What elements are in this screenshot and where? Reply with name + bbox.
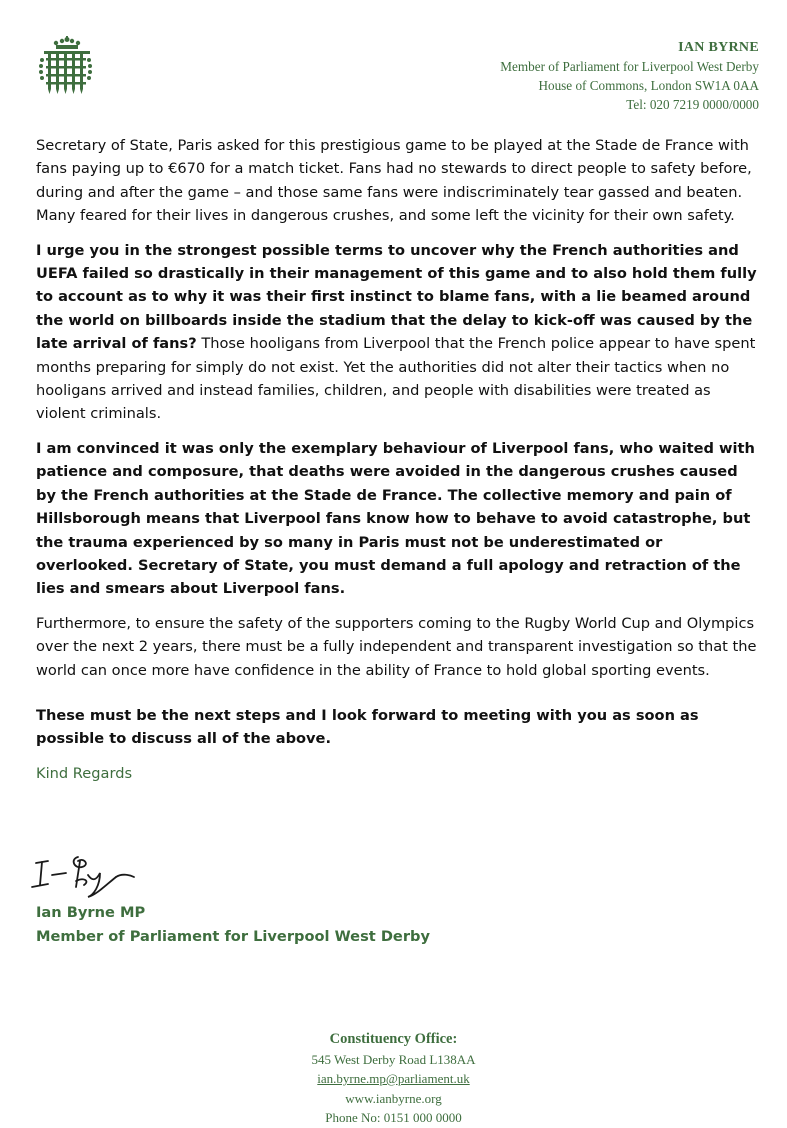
signoff-name: Ian Byrne MP: [36, 904, 146, 921]
letterhead: [500, 38, 759, 114]
paragraph-2: [36, 239, 760, 426]
paragraph-4: Furthermore, to ensure the safety of the supporters coming to the Rugby World Cup and Olympics over the next 2 years, there must be a fully independent and transparent investigation so that the world can once more have confidence in the ability of France to hold global sporting events.: [36, 614, 757, 679]
portcullis-icon: [36, 36, 98, 98]
telephone: Tel: 020 7219 0000/0000: [626, 97, 759, 112]
mp-name: IAN BYRNE: [678, 40, 759, 55]
signature-icon: [30, 851, 142, 899]
footer-website-link[interactable]: www.ianbyrne.org: [345, 1090, 442, 1106]
footer-email-link[interactable]: ian.byrne.mp@parliament.uk: [317, 1071, 470, 1086]
paragraph-5-bold: These must be the next steps and I look forward to meeting with you as soon as possible to discuss all of the above.: [36, 706, 699, 748]
footer: [0, 1030, 787, 1128]
paragraph-2-bold: I urge you in the strongest possible terms to uncover why the French authorities and UEFA failed so drastically in their management of this game and to also hold them fully to account as to why it was their first instinct to blame fans, with a lie beamed around the world on billboards inside the stadium that the delay to kick-off was caused by the late arrival of fans?: [36, 241, 757, 353]
paragraph-3: [36, 437, 760, 601]
paragraph-2-text: Those hooligans from Liverpool that the French police appear to have spent months preparing for simply do not exist. Yet the authorities did not alter their tactics when no hooligans arrived and instead families, children, and people with disabilities were treated as violent criminals.: [36, 335, 756, 423]
paragraph-3-bold: I am convinced it was only the exemplary behaviour of Liverpool fans, who waited with patience and composure, that deaths were avoided in the dangerous crushes caused by the French authorities at the Stade de France. The collective memory and pain of Hillsborough means that Liverpool fans know how to behave to avoid catastrophe, but the trauma experienced by so many in Paris must not be underestimated or overlooked. Secretary of State, you must demand a full apology and retraction of the lies and smears about Liverpool fans.: [36, 439, 755, 598]
signoff-title: Member of Parliament for Liverpool West Derby: [36, 928, 430, 945]
letter-body: [36, 134, 760, 796]
signoff: [36, 901, 430, 949]
footer-phone: Phone No: 0151 000 0000: [325, 1110, 462, 1125]
parliament-address: House of Commons, London SW1A 0AA: [538, 78, 759, 93]
closing: Kind Regards: [36, 764, 133, 782]
paragraph-1: Secretary of State, Paris asked for this prestigious game to be played at the Stade de France with fans paying up to €670 for a match ticket. Fans had no stewards to direct people to safety before, during and after the game – and those same fans were indiscriminately tear gassed and beaten. Many feared for their lives in dangerous crushes, and some left the vicinity for their own safety.: [36, 137, 752, 225]
portcullis-logo: [36, 36, 98, 98]
paragraph-5: [36, 704, 760, 751]
mp-title: Member of Parliament for Liverpool West Derby: [500, 59, 759, 74]
footer-title: Constituency Office:: [329, 1031, 458, 1047]
footer-address: 545 West Derby Road L138AA: [311, 1051, 476, 1067]
